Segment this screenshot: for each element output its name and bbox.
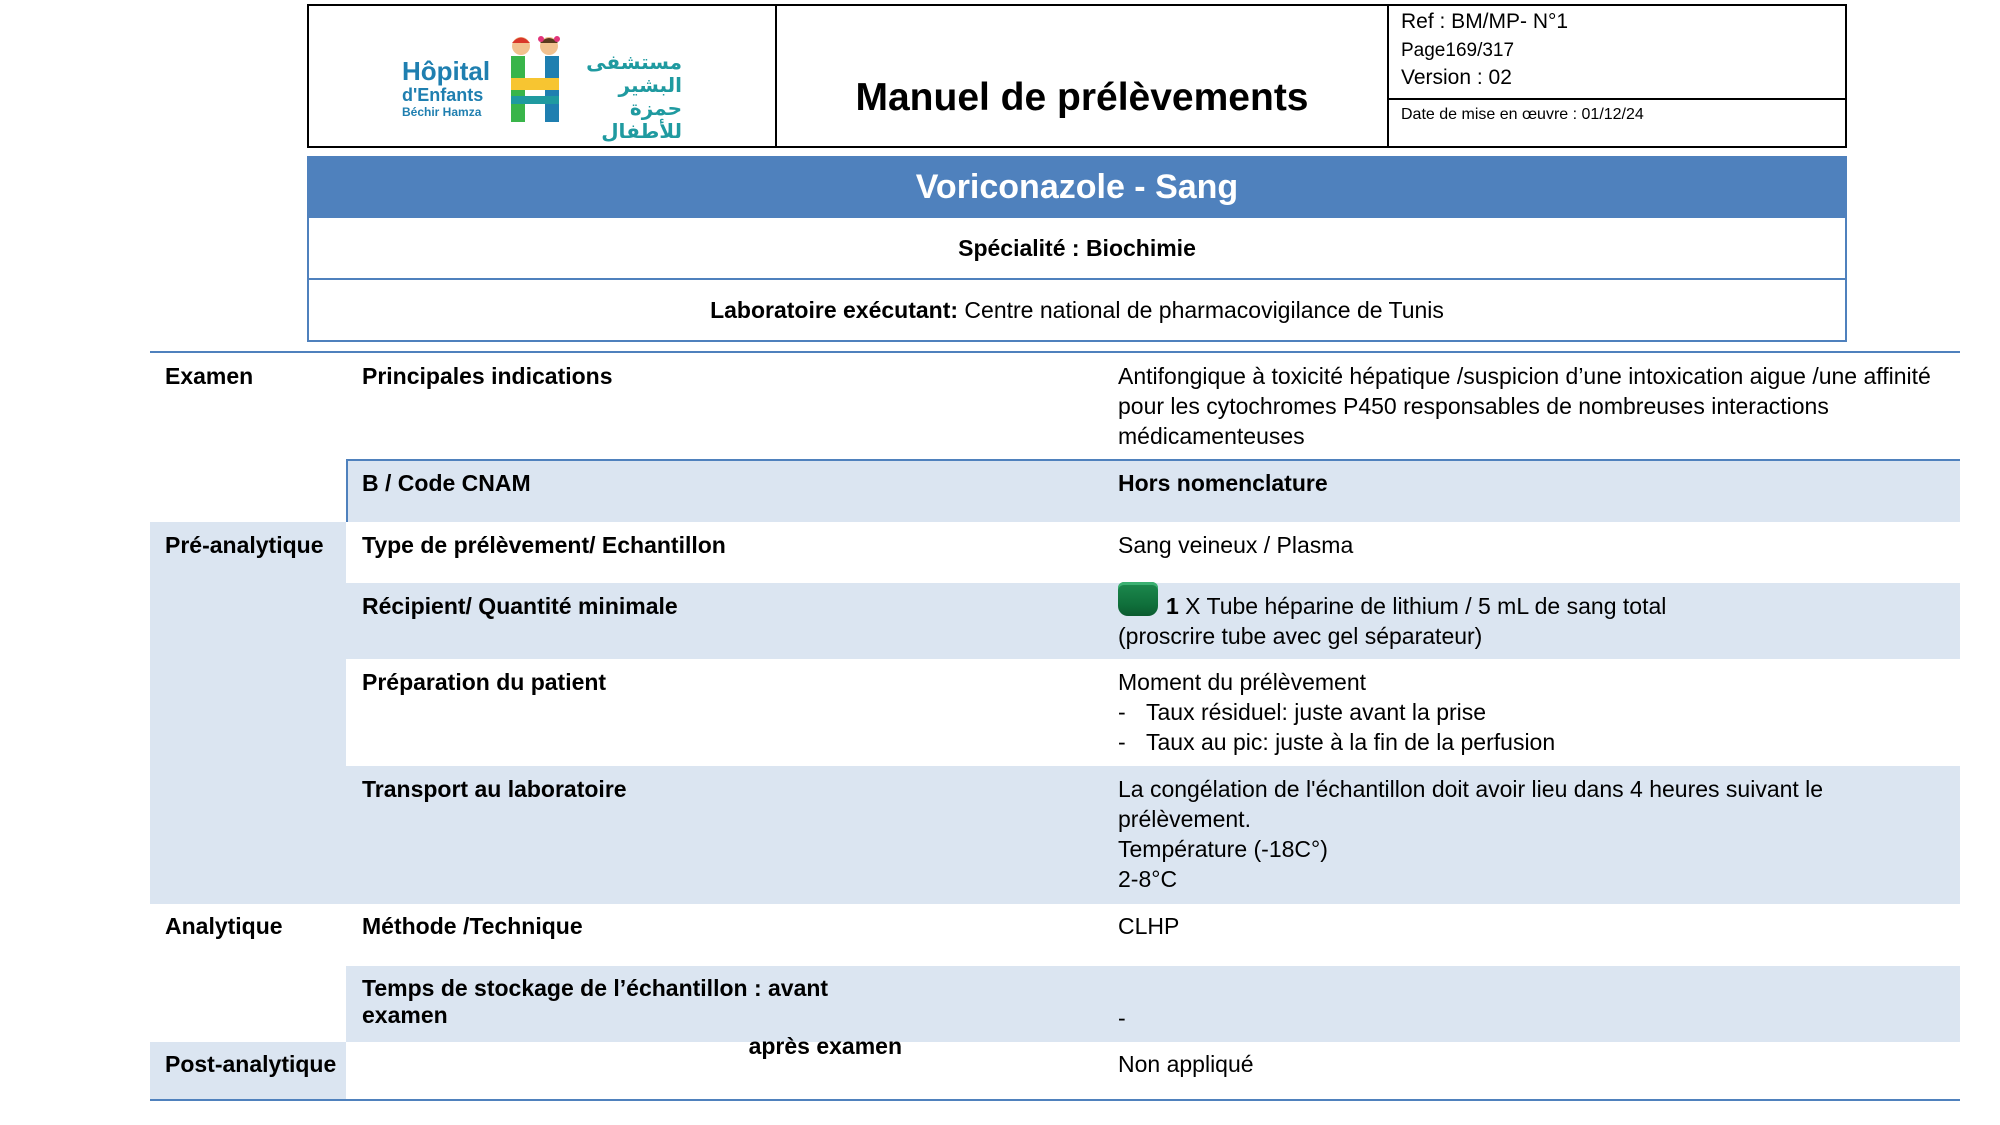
section-post-analytique: Post-analytique — [165, 1051, 337, 1077]
label-stockage — [362, 975, 902, 1060]
table-bottom-rule — [150, 1099, 1960, 1101]
laboratoire-value: Centre national de pharmacovigilance de Tunis — [958, 297, 1444, 323]
band-pre-label — [150, 522, 346, 904]
value-recipient — [1118, 582, 1948, 651]
document-header — [307, 4, 1847, 148]
section-analytique: Analytique — [165, 913, 283, 939]
manual-title: Manuel de prélèvements — [855, 76, 1309, 119]
cnam-rule — [346, 459, 1960, 461]
transport-line: La congélation de l'échantillon doit avoir lieu dans 4 heures suivant le prélèvement. — [1118, 776, 1824, 832]
laboratoire-row — [307, 280, 1847, 342]
specialite-label: Spécialité : Biochimie — [958, 235, 1196, 261]
preparation-item: - Taux au pic: juste à la fin de la perfusion — [1118, 727, 1948, 757]
label-methode: Méthode /Technique — [362, 913, 583, 939]
section-pre-analytique: Pré-analytique — [165, 532, 324, 558]
preparation-item: - Taux résiduel: juste avant la prise — [1118, 697, 1948, 727]
specialite-row — [307, 218, 1847, 280]
label-transport: Transport au laboratoire — [362, 776, 627, 802]
document-meta — [1389, 6, 1845, 146]
logo-text-ar: مستشفى البشير حمزة للأطفال — [586, 52, 682, 143]
table-top-rule — [150, 351, 1960, 353]
value-cnam: Hors nomenclature — [1118, 470, 1328, 496]
logo-text-fr: Hôpital d'Enfants Béchir Hamza — [402, 56, 491, 119]
value-stockage: - — [1118, 1005, 1126, 1031]
doc-version: Version : 02 — [1401, 66, 1512, 89]
label-indications: Principales indications — [362, 363, 613, 389]
label-preparation: Préparation du patient — [362, 669, 607, 695]
doc-date: Date de mise en œuvre : 01/12/24 — [1401, 106, 1644, 123]
analyte-title: Voriconazole - Sang — [307, 156, 1847, 218]
value-indications: Antifongique à toxicité hépatique /suspicion d’une intoxication aigue /une affinité pour les cytochromes P450 responsables de nombreuses interactions médicamenteuses — [1118, 363, 1931, 449]
value-preparation — [1118, 667, 1948, 757]
stockage-label-apres: après examen — [748, 1033, 902, 1059]
transport-line: Température (-18C°) — [1118, 836, 1328, 862]
cnam-divider — [346, 459, 348, 522]
label-cnam: B / Code CNAM — [362, 470, 531, 496]
stockage-label-avant: Temps de stockage de l’échantillon : avant examen — [362, 975, 829, 1028]
manual-title-cell — [777, 6, 1389, 146]
heparin-tube-icon — [1118, 582, 1158, 616]
transport-line: 2-8°C — [1118, 866, 1178, 892]
laboratoire-label: Laboratoire exécutant: — [710, 297, 959, 323]
label-recipient: Récipient/ Quantité minimale — [362, 593, 678, 619]
doc-page: Page169/317 — [1401, 40, 1515, 61]
recipient-text: X Tube héparine de lithium / 5 mL de sang total — [1178, 593, 1667, 619]
section-examen: Examen — [165, 363, 254, 389]
recipient-note: (proscrire tube avec gel séparateur) — [1118, 623, 1483, 649]
hospital-emblem-icon — [504, 34, 566, 124]
hospital-logo — [309, 6, 777, 146]
value-type: Sang veineux / Plasma — [1118, 532, 1354, 558]
label-type: Type de prélèvement/ Echantillon — [362, 532, 726, 558]
value-post: Non appliqué — [1118, 1051, 1254, 1077]
preparation-intro: Moment du prélèvement — [1118, 669, 1367, 695]
value-transport — [1118, 774, 1948, 894]
doc-ref: Ref : BM/MP- N°1 — [1401, 10, 1569, 33]
meta-divider — [1389, 98, 1845, 100]
recipient-qty: 1 — [1166, 593, 1179, 619]
value-methode: CLHP — [1118, 913, 1180, 939]
